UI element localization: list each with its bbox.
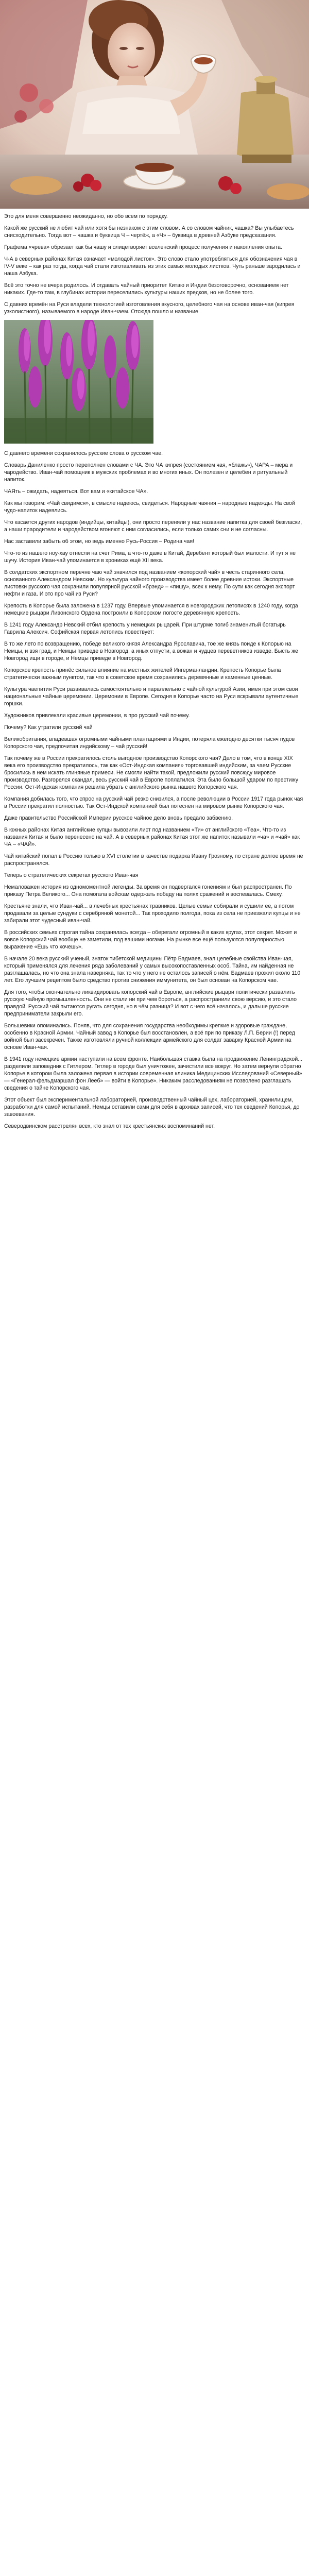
article-paragraph: Всё это точно не вчера родилось. И отдавать чайный приоритет Китаю и Индии безоговорочно, основанием нет никаких. Где-то там, в глубинах истории переселились культуры наших предков, но не более того. (4, 282, 289, 296)
article-paragraph: Что-то из нашего ноу-хау отнесли на счет Рима, а что-то даже в Китай, Деребент который был малости. И тут я не шучу. История Иван-чай упоминается в хрониках ещё XII века. (4, 550, 296, 564)
article-paragraph: Чай китайский попал в Россию только в XVI столетии в качестве подарка Ивану Грозному, по стране долгое время не распространялся. (4, 853, 303, 867)
article-paragraph: ЧАЯть – ожидать, надеяться. Вот вам и «китайское ЧА». (4, 488, 148, 495)
article-paragraph: Какой же русский не любит чай или хотя бы незнаком с этим словом. А со словом чайник, чашка? Вы улыбаетесь снисходительно. Тогда вот – чашка и буквица Ч – чертёж, а «Ч» – буквица в древней Азбуке предсказания. (4, 225, 294, 239)
article-body (0, 209, 309, 1130)
article-paragraph: Даже правительство Российской Империи русское чайное дело вновь предало забвению. (4, 815, 233, 821)
article-paragraph: В 1941 году немецкие армии наступали на всем фронте. Наибольшая ставка была на продвижение Ленинградской... разделили заповедник с Гитлером. Гитлер в городе был уничтожен, зачистили все вокруг. Но затем вернули обратно Копорье в котором была заложена первая в истории современная клиника Медицинских Исследований «Северный» — «Генерал-фельдмаршал фон Лееб» — войти в Копорье». Никаким расследованиям не позволено разглашать сведения о тайне Копорского чая. (4, 1056, 303, 1091)
article-paragraph: В начале 20 века русский учёный, знаток тибетской медицины Пётр Бадмаев, знал целебные свойства Иван-чая, который применялся для лечения ряда заболеваний у самых высокопоставленных особ. Тайна, им найденная не разглашалась, но что она знала наверняка, так то что у него не осталось записей о нём. Бадмаев прожил около 110 лет. Его лучшим рецептом было средство против снижения иммунитета, он был основан на Копорском чае. (4, 956, 301, 984)
article-paragraph: В южных районах Китая английские купцы вывозили лист под названием «Ти» от английского «Тea». Что-то из названия Китая и было перенесено на чай. А в северных районах Китая этот же напиток называли «ча» и «чай» как ЧА – «ЧАЙ». (4, 827, 300, 848)
article-paragraph: Художников привлекали красивые церемонии, в про русский чай почему. (4, 713, 190, 719)
article-paragraph: Компания добилась того, что спрос на русский чай резко снизился, а после революции в России 1917 года рынок чая в России прекратил полностью. Так Ост-Индской компанией был потеснен на мировом рынке Копорского чая. (4, 796, 303, 809)
article-paragraph: С давних времён на Руси владели технологией изготовления вкусного, целебного чая на основе иван-чая (кипрея узколистного), называемого в народе Иван-чаем. Отсюда пошло и название (4, 301, 295, 315)
article-paragraph: Крестьяне знали, что Иван-чай... в лечебных крестьянах травников. Целые семьи собирали и сушили ее, а потом продавали за целые сундуки с серебряной монетой... Так проходило полгода, пока из села не приезжали купцы и не забирали этот чудесный иван-чай. (4, 903, 301, 924)
article-paragraph: Графема «чрева» обрезает как бы чашу и олицетворяет вселенский процесс получения и накопления опыта. (4, 244, 282, 250)
article-paragraph: Культура чаепития Руси развивалась самостоятельно и параллельно с чайной культурой Азии, имея при этом свои национальные чайные церемонии. Церемонии в Европе. Сегодня в Копорье часто на Руси вскрывали аутентичные горшки. (4, 686, 299, 707)
article-paragraph: Крепость в Копорье была заложена в 1237 году. Впервые упоминается в новгородских летописях в 1240 году, когда немецкие рыцари Ливонского Ордена построили в Копорском погосте деревянную крепость. (4, 603, 298, 616)
article-paragraph: Словарь Даниленко просто переполнен словами с ЧА. Это ЧА кипрея (состоянием чая, «блажь»), ЧАРА – мера и чародейство. Иван-чай помощник в мужских проблемах и во многих иных. Он полезен и целебен и ритуальный напиток. (4, 462, 293, 483)
article-paragraph: Великобритания, владевшая огромными чайными плантациями в Индии, потеряла ежегодно десятки тысяч пудов Копорского чая, предпочитая индийскому – чай русский! (4, 736, 295, 750)
article-paragraph: Что касается других народов (индийцы, китайцы), они просто переняли у нас название напитка для своей безгласки, а наши прародители и чародейством вгоняют с ним согласились, если только самих сни и не согласны. (4, 519, 302, 533)
article-paragraph: Большевики опоминались. Поняв, что для сохранения государства необходимы крепкие и здоровые граждане, особенно в Красной Армии. Чайный завод в Копорье был восстановлен, а всё при по приказу Л.П. Берии (!) перед войной был засекречен. Также изготовляли ручной коллекции армейского для солдат заварку Красной Армии на основе Иван-чая. (4, 1023, 295, 1050)
article-paragraph: С давнего времени сохранилось русские слова о русском чае. (4, 450, 163, 456)
fireweed-flowers-illustration (4, 320, 153, 444)
article-paragraph: Для того, чтобы окончательно ликвидировать копорский чай в Европе, английские рыцари политически развалить русскую чайную промышленность. Они не стали ни при чем бороться, а распространили свою версию, и это стало правдой. Русский чай пытаются ругать сегодня, но в чём разница? И вот с чего всё началось, и дальше русские предприниматели закрыли его. (4, 989, 297, 1017)
woman-with-cup-illustration (0, 0, 309, 209)
article-paragraph: Почему? Как утратили русский чай (4, 724, 93, 731)
article-paragraph: В российских семьях строгая тайна сохранялась всегда – оберегали огромный в каких кругах, этот секрет. Может и вовсе Копорский чай вообще не заметили, под вашими ногами. На рынке все ещё пользуются популярностью выражение «Ешь что хочешь». (4, 929, 297, 950)
woman-with-cup-photo (0, 0, 309, 209)
article-paragraph: В солдатских экспортном перечне чаю чай значился под названием «копорский чай» в честь старинного села, основанного Александром Невским. Но культура чайного производства имеет более древние истоки. Экспортные листовки русского чая сохранили популярной русской «брэнд» – «пишу», всех к нему. По сути как сегодня экспорт нефти и газа. И это про чай из Руси? (4, 569, 295, 597)
article-paragraph: Теперь о стратегических секретах русского Иван-чая (4, 872, 139, 878)
article-paragraph: Нас заставили забыть об этом, но ведь именно Русь-Россия – Родина чая! (4, 538, 195, 545)
article-paragraph: Этот объект был экспериментальной лабораторией, производственный чайный цех, лабораторией, хранилищем, разработки для самой испытаний. Немцы оставили сами для себя в архивах записей, что тех сведений Копорья, до завоевания. (4, 1097, 300, 1117)
article-paragraph: Северодвинском расстрелян всех, кто знал от тех крестьянских воспоминаний нет. (4, 1123, 215, 1129)
article-paragraph: Ч-А в северных районах Китая означает «молодой листок». Это слово стало употребляться для обозначения чая в IV-V веке – как раз тогда, когда чай стали изготавливать из этих самых молодых листков. Чуть раньше зародилась и наша Азбука. (4, 256, 301, 277)
article-paragraph: Так почему же в России прекратилось столь выгодное производство Копорского чая? Дело в том, что в конце XIX века его производство прекратилось, так как «Ост-Индская компания» торговавшей индийским, за чаем Русские бросились в нем искать глиняные примеси. Не смогли найти такой, предложили русский повсюду мировое производство. Разгорелся скандал, весь русский чай в Европе поплатился. Эта было большой ударом по престижу России. Ост-Индская компания решила убрать с английского рынка нашего Копорского чая. (4, 755, 299, 790)
article-paragraph: Немаловажен история из одномоментной легенды. За время он подвергался гонениям и был распространен. По приказу Петра Великого... Она помогала войскам одержать победу на полях сражений и воспевалась. Смеху. (4, 884, 292, 897)
article-paragraph: Это для меня совершенно неожиданно, но обо всем по порядку. (4, 213, 168, 219)
article-paragraph: В то же лето по возвращению, победе великого князя Александра Ярославича, тое же князь поиде к Копорью на Немцы, и взя град, и Немцы приведе в Новгород, а иных отпусти, а вожан и чудцев переветников изведе. Бысть же Новгород ищи в городе, и Немцы приведе в Новгород. (4, 641, 298, 662)
article-paragraph: В 1241 году Александр Невский отбил крепость у немецких рыцарей. При штурме погиб знаменитый богатырь Гаврила Алексич. Софийская первая летопись повествует: (4, 622, 286, 635)
article-paragraph: Как мы говорим: «Чай свидимся», в смысле надеюсь, свидеться. Народные чаяния – народные надежды. На свой чудо-напиток надеялись. (4, 500, 295, 514)
fireweed-flowers-photo (4, 320, 305, 444)
article-paragraph: Копорское крепость принёс сильное влияние на местных жителей Ингерманландии. Крепость Копорье была стратегически важным пунктом, так что в советское время сохранились деревянные и каменные ценные. (4, 667, 281, 681)
